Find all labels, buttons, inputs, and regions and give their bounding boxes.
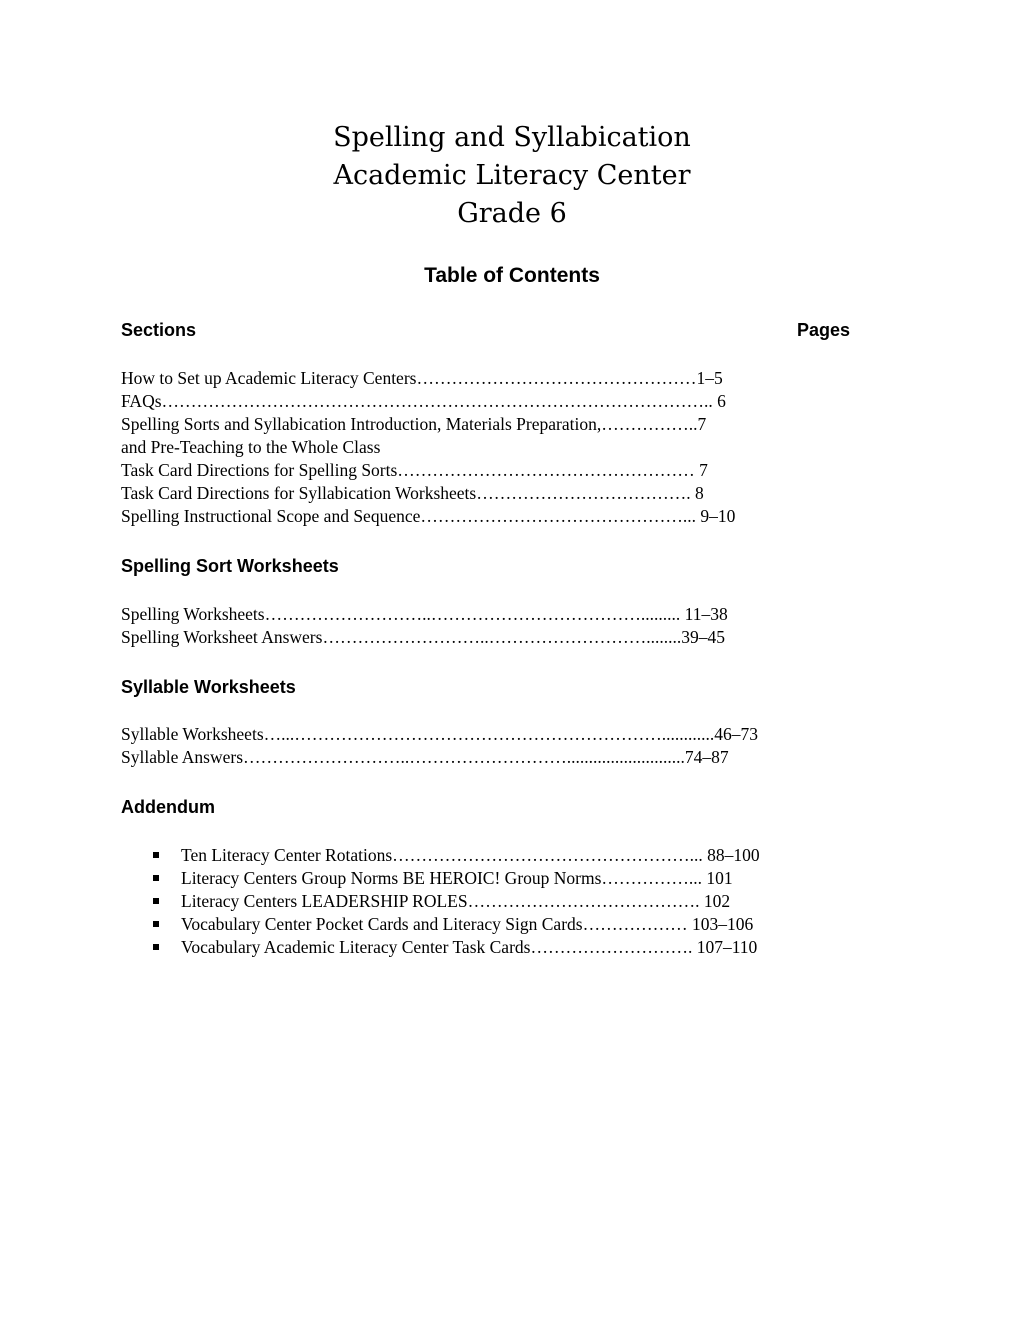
- addendum-item-text: Vocabulary Academic Literacy Center Task Cards………………………. 107–110: [181, 937, 758, 957]
- toc-entry: and Pre-Teaching to the Whole Class: [121, 437, 381, 457]
- title-line-1: Spelling and Syllabication: [333, 122, 691, 153]
- addendum-item-text: Literacy Centers LEADERSHIP ROLES…………………………………. 102: [181, 891, 731, 911]
- toc-entry: Spelling Instructional Scope and Sequence………………………………………... 9–10: [121, 506, 736, 526]
- pages-column-label: Pages: [796, 320, 850, 340]
- square-bullet-icon: [153, 921, 159, 927]
- addendum-heading: Addendum: [121, 797, 215, 817]
- addendum-item: [150, 936, 760, 959]
- addendum-item-text: Ten Literacy Center Rotations……………………………………………... 88–100: [181, 845, 760, 865]
- spelling-sort-heading: Spelling Sort Worksheets: [121, 556, 339, 576]
- main-entries-list: [121, 367, 735, 528]
- addendum-item-text: Literacy Centers Group Norms BE HEROIC! Group Norms……………... 101: [181, 868, 733, 888]
- addendum-item: [150, 913, 760, 936]
- toc-entry: Spelling Worksheet Answers………………………..………………………........39–45: [121, 627, 725, 647]
- addendum-item: [150, 867, 760, 890]
- title-line-3: Grade 6: [457, 198, 567, 229]
- toc-entry: Syllable Worksheets…...………………………………………………………............46–73: [121, 724, 758, 744]
- addendum-list: [150, 844, 760, 959]
- toc-entry: How to Set up Academic Literacy Centers…………………………………………1–5: [121, 368, 723, 388]
- toc-entry: Task Card Directions for Syllabication Worksheets………………………………. 8: [121, 483, 704, 503]
- title-line-2: Academic Literacy Center: [333, 160, 691, 191]
- sections-column-label: Sections: [121, 320, 197, 340]
- addendum-item: [150, 844, 760, 867]
- addendum-item: [150, 890, 760, 913]
- table-of-contents-heading: Table of Contents: [424, 264, 600, 287]
- square-bullet-icon: [153, 898, 159, 904]
- spelling-entries-list: [121, 603, 728, 649]
- addendum-item-text: Vocabulary Center Pocket Cards and Literacy Sign Cards……………… 103–106: [181, 914, 754, 934]
- syllable-worksheets-heading: Syllable Worksheets: [121, 677, 296, 697]
- toc-entry: Task Card Directions for Spelling Sorts…………………………………………… 7: [121, 460, 708, 480]
- toc-entry: Syllable Answers………………………..………………………...........................74–87: [121, 747, 729, 767]
- square-bullet-icon: [153, 852, 159, 858]
- square-bullet-icon: [153, 944, 159, 950]
- square-bullet-icon: [153, 875, 159, 881]
- toc-entry: Spelling Sorts and Syllabication Introduction, Materials Preparation,……………..7: [121, 414, 707, 434]
- toc-entry: Spelling Worksheets………………………..………………………………......... 11–38: [121, 604, 728, 624]
- document-title: [0, 119, 1024, 233]
- toc-entry: FAQs………………………………………………………………………………….. 6: [121, 391, 726, 411]
- syllable-entries-list: [121, 723, 758, 769]
